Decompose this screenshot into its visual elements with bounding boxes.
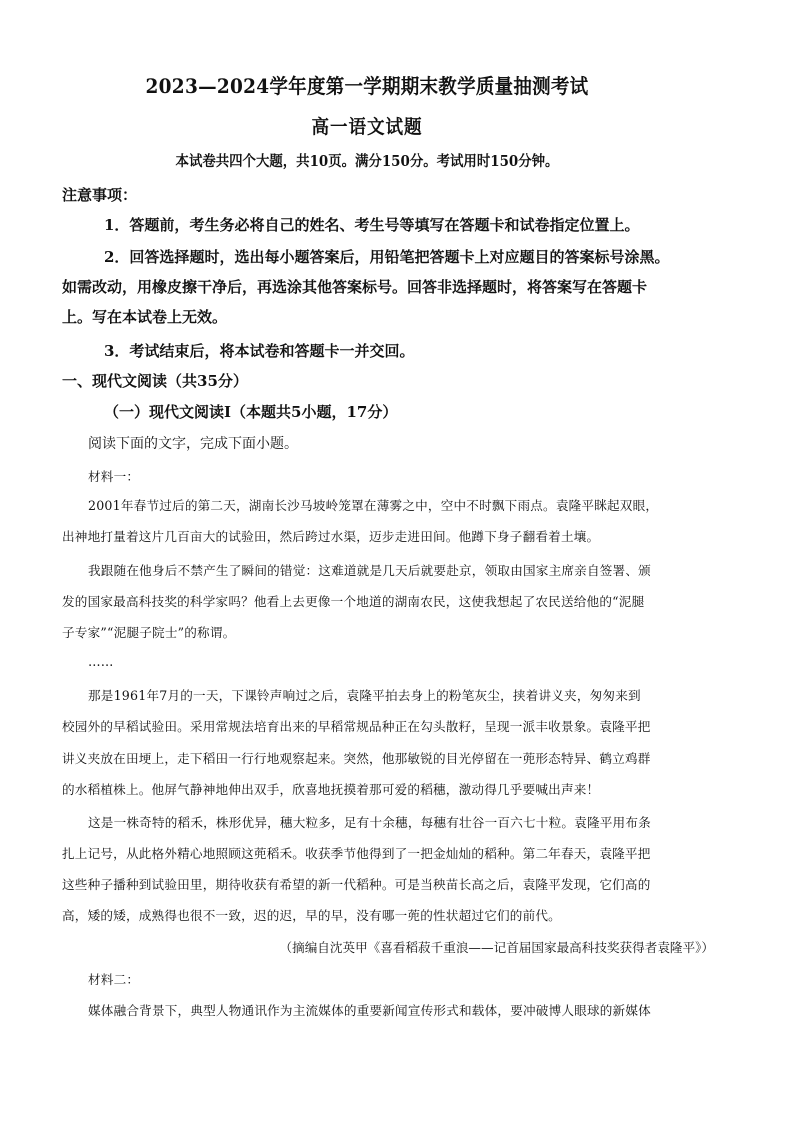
material-1-line: 这是一株奇特的稻禾，株形优异，穗大粒多，足有十余穗，每穗有壮谷一百六七十粒。袁隆平用布条 [88, 815, 651, 830]
material-2-label: 材料二： [88, 972, 140, 987]
material-1-line: 子专家”“泥腿子院士”的称谓。 [62, 625, 236, 640]
material-1-label: 材料一： [88, 469, 140, 484]
material-1-line: 2001年春节过后的第二天，湖南长沙马坡岭笼罩在薄雾之中，空中不时飘下雨点。袁隆平眯起双眼， [88, 498, 659, 513]
subject-title: 高一语文试题 [311, 116, 423, 138]
section-heading: 一、现代文阅读（共35分） [62, 372, 248, 390]
exam-summary: 本试卷共四个大题，共10页。满分150分。考试用时150分钟。 [175, 153, 559, 170]
exam-title: 2023—2024学年度第一学期期末教学质量抽测考试 [145, 74, 589, 98]
material-1-line: 出神地打量着这片几百亩大的试验田，然后跨过水渠，迈步走进田间。他蹲下身子翻看着土壤。 [62, 529, 600, 544]
material-1-line: 那是1961年7月的一天，下课铃声响过之后，袁隆平拍去身上的粉笔灰尘，挟着讲义夹，匆匆来到 [88, 688, 641, 703]
note-item-3: 3．考试结束后，将本试卷和答题卡一并交回。 [104, 342, 415, 360]
material-1-line: 这些种子播种到试验田里，期待收获有希望的新一代稻种。可是当秧苗长高之后，袁隆平发现，它们高的 [62, 877, 651, 892]
note-item-2-end: 上。写在本试卷上无效。 [62, 308, 228, 326]
material-1-source: （摘编自沈英甲《喜看稻菽千重浪——记首届国家最高科技奖获得者袁隆平》） [279, 940, 714, 955]
subsection-heading: （一）现代文阅读Ⅰ（本题共5小题，17分） [104, 403, 398, 421]
material-1-line: 扎上记号，从此格外精心地照顾这蔸稻禾。收获季节他得到了一把金灿灿的稻种。第二年春天，袁隆平把 [62, 846, 651, 861]
material-1-line: 发的国家最高科技奖的科学家吗？他看上去更像一个地道的湖南农民，这使我想起了农民送给他的“泥腿 [62, 594, 645, 609]
material-1-line: 我跟随在他身后不禁产生了瞬间的错觉：这难道就是几天后就要赴京，领取由国家主席亲自签署、颁 [88, 563, 651, 578]
reading-instruction: 阅读下面的文字，完成下面小题。 [88, 436, 298, 452]
note-item-1: 1．答题前，考生务必将自己的姓名、考生号等填写在答题卡和试卷指定位置上。 [104, 216, 640, 234]
material-1-line: 讲义夹放在田埂上，走下稻田一行行地观察起来。突然，他那敏锐的目光停留在一蔸形态特异、鹤立鸡群 [62, 751, 651, 766]
notes-heading: 注意事项： [62, 186, 138, 204]
note-item-2-cont: 如需改动，用橡皮擦干净后，再选涂其他答案标号。回答非选择题时，将答案写在答题卡 [62, 278, 648, 296]
ellipsis-line: …… [88, 654, 114, 669]
material-1-line: 的水稻植株上。他屏气静神地伸出双手，欣喜地抚摸着那可爱的稻穗，激动得几乎要喊出声来！ [62, 782, 600, 797]
material-1-line: 高，矮的矮，成熟得也很不一致，迟的迟，早的早，没有哪一蔸的性状超过它们的前代。 [62, 908, 561, 923]
note-item-2: 2．回答选择题时，选出每小题答案后，用铅笔把答题卡上对应题目的答案标号涂黑。 [104, 248, 670, 266]
material-2-line: 媒体融合背景下，典型人物通讯作为主流媒体的重要新闻宣传形式和载体，要冲破博人眼球的新媒体 [88, 1003, 651, 1018]
material-1-line: 校园外的早稻试验田。采用常规法培育出来的早稻常规品种正在勾头散籽，呈现一派丰收景象。袁隆平把 [62, 719, 651, 734]
